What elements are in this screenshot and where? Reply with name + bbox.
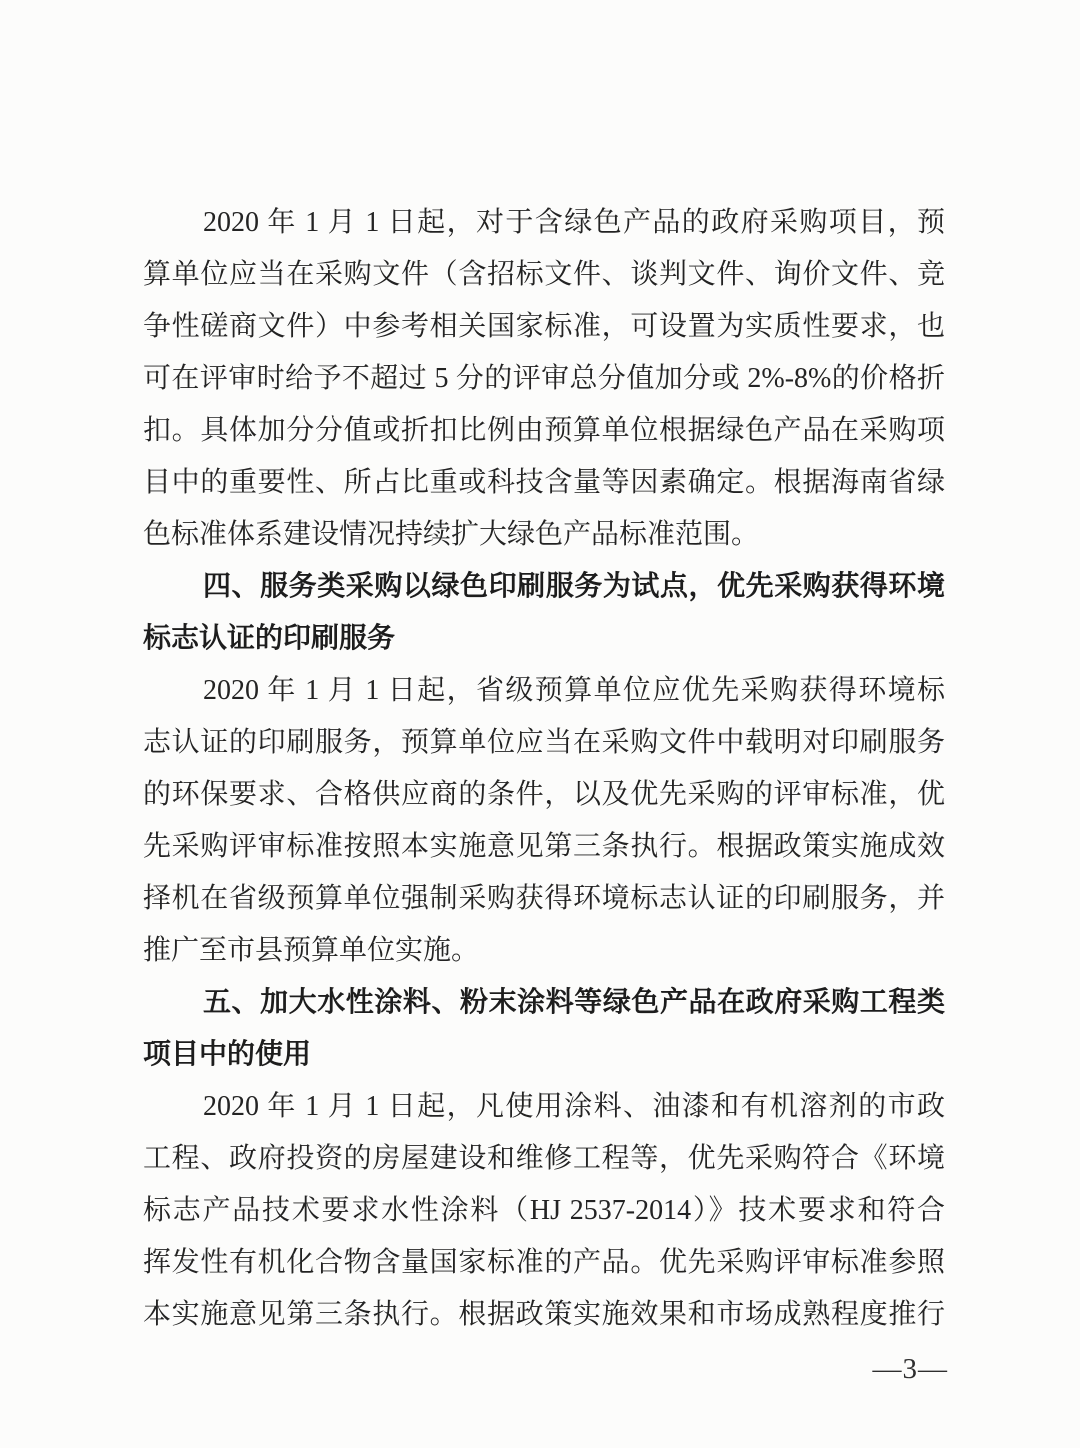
body-text-line: 争性磋商文件）中参考相关国家标准，可设置为实质性要求，也 [143,311,945,342]
body-text-line: 目中的重要性、所占比重或科技含量等因素确定。根据海南省绿 [143,467,945,498]
body-text-line: 2020 年 1 月 1 日起，对于含绿色产品的政府采购项目，预 [203,207,945,238]
body-text-line: 的环保要求、合格供应商的条件，以及优先采购的评审标准，优 [143,779,945,810]
body-text-line: 本实施意见第三条执行。根据政策实施效果和市场成熟程度推行 [143,1299,945,1330]
body-text-line: 扣。具体加分分值或折扣比例由预算单位根据绿色产品在采购项 [143,415,945,446]
body-text-line: 可在评审时给予不超过 5 分的评审总分值加分或 2%-8%的价格折 [143,363,945,394]
body-text-line: 色标准体系建设情况持续扩大绿色产品标准范围。 [143,519,760,550]
body-text-line: 择机在省级预算单位强制采购获得环境标志认证的印刷服务，并 [143,883,945,914]
text-block [143,197,945,1341]
body-text-line: 志认证的印刷服务，预算单位应当在采购文件中载明对印刷服务 [143,727,945,758]
page-number: —3— [872,1353,948,1385]
body-text-line: 推广至市县预算单位实施。 [143,935,480,966]
body-text-line: 先采购评审标准按照本实施意见第三条执行。根据政策实施成效 [143,831,945,862]
body-text-line: 2020 年 1 月 1 日起，省级预算单位应优先采购获得环境标 [203,675,945,706]
section-heading-line: 五、加大水性涂料、粉末涂料等绿色产品在政府采购工程类 [203,987,945,1018]
section-heading-line: 四、服务类采购以绿色印刷服务为试点，优先采购获得环境 [203,571,945,602]
body-text-line: 算单位应当在采购文件（含招标文件、谈判文件、询价文件、竞 [143,259,945,290]
section-heading-line: 标志认证的印刷服务 [143,623,396,654]
body-text-line: 挥发性有机化合物含量国家标准的产品。优先采购评审标准参照 [143,1247,945,1278]
body-text-line: 工程、政府投资的房屋建设和维修工程等，优先采购符合《环境 [143,1143,945,1174]
body-text-line: 标志产品技术要求水性涂料（HJ 2537-2014）》技术要求和符合 [143,1195,945,1226]
section-heading-line: 项目中的使用 [143,1039,312,1070]
body-text-line: 2020 年 1 月 1 日起，凡使用涂料、油漆和有机溶剂的市政 [203,1091,945,1122]
